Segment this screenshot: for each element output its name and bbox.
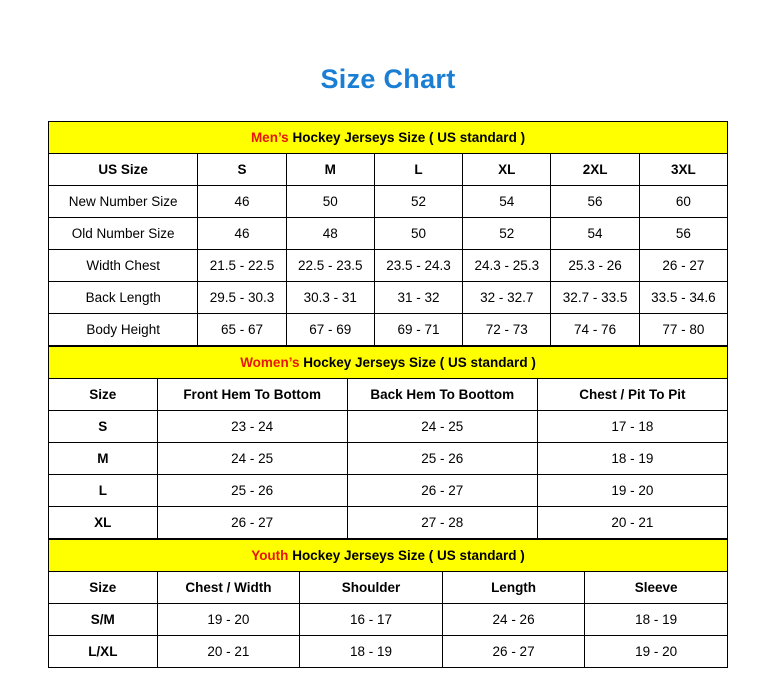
row-label: Old Number Size: [49, 218, 198, 250]
row-label: XL: [49, 507, 158, 539]
table-cell: 17 - 18: [537, 411, 727, 443]
column-header: Size: [49, 379, 158, 411]
page-title: Size Chart: [320, 64, 456, 94]
column-header: S: [198, 154, 286, 186]
table-cell: 26 - 27: [347, 475, 537, 507]
womens-section-heading: [49, 347, 728, 379]
table-row: [49, 636, 728, 668]
table-cell: 26 - 27: [639, 250, 727, 282]
table-row: [49, 250, 728, 282]
size-chart-tables: [48, 121, 728, 668]
table-cell: 50: [286, 186, 374, 218]
table-cell: 65 - 67: [198, 314, 286, 346]
youth-heading-accent: Youth: [251, 548, 289, 563]
mens-heading-rest: Hockey Jerseys Size ( US standard ): [288, 130, 526, 145]
mens-size-table: [48, 121, 728, 346]
table-cell: 56: [551, 186, 639, 218]
table-cell: 19 - 20: [585, 636, 728, 668]
section-heading-row: [49, 540, 728, 572]
table-cell: 29.5 - 30.3: [198, 282, 286, 314]
table-cell: 19 - 20: [157, 604, 300, 636]
table-cell: 33.5 - 34.6: [639, 282, 727, 314]
table-cell: 27 - 28: [347, 507, 537, 539]
table-cell: 20 - 21: [157, 636, 300, 668]
table-cell: 77 - 80: [639, 314, 727, 346]
row-label: L: [49, 475, 158, 507]
table-row: [49, 282, 728, 314]
row-label: M: [49, 443, 158, 475]
table-cell: 25.3 - 26: [551, 250, 639, 282]
table-cell: 30.3 - 31: [286, 282, 374, 314]
youth-section-heading: [49, 540, 728, 572]
section-heading-row: [49, 347, 728, 379]
column-header: Shoulder: [300, 572, 443, 604]
table-cell: 32.7 - 33.5: [551, 282, 639, 314]
table-cell: 60: [639, 186, 727, 218]
table-cell: 23.5 - 24.3: [374, 250, 462, 282]
table-row: [49, 186, 728, 218]
table-cell: 25 - 26: [157, 475, 347, 507]
youth-size-table: [48, 539, 728, 668]
table-cell: 67 - 69: [286, 314, 374, 346]
table-row: [49, 604, 728, 636]
table-cell: 74 - 76: [551, 314, 639, 346]
table-cell: 24 - 25: [347, 411, 537, 443]
row-label: New Number Size: [49, 186, 198, 218]
column-header: Front Hem To Bottom: [157, 379, 347, 411]
table-cell: 46: [198, 218, 286, 250]
mens-heading-accent: Men’s: [250, 130, 289, 145]
row-label: S/M: [49, 604, 158, 636]
column-header: Back Hem To Boottom: [347, 379, 537, 411]
row-label: Back Length: [49, 282, 198, 314]
column-header: Size: [49, 572, 158, 604]
table-cell: 21.5 - 22.5: [198, 250, 286, 282]
column-header: 2XL: [551, 154, 639, 186]
column-header: L: [374, 154, 462, 186]
column-header: Chest / Pit To Pit: [537, 379, 727, 411]
column-header: 3XL: [639, 154, 727, 186]
table-cell: 54: [551, 218, 639, 250]
womens-size-table: [48, 346, 728, 539]
column-header: Length: [442, 572, 585, 604]
table-cell: 20 - 21: [537, 507, 727, 539]
table-cell: 24 - 26: [442, 604, 585, 636]
womens-heading-rest: Hockey Jerseys Size ( US standard ): [299, 355, 536, 370]
table-cell: 50: [374, 218, 462, 250]
womens-heading-accent: Women’s: [240, 355, 300, 370]
table-cell: 48: [286, 218, 374, 250]
table-header-row: [49, 572, 728, 604]
row-label: L/XL: [49, 636, 158, 668]
mens-section-heading: [49, 122, 728, 154]
table-cell: 26 - 27: [157, 507, 347, 539]
table-header-row: [49, 379, 728, 411]
section-heading-row: [49, 122, 728, 154]
table-cell: 22.5 - 23.5: [286, 250, 374, 282]
table-cell: 24.3 - 25.3: [463, 250, 551, 282]
table-cell: 18 - 19: [585, 604, 728, 636]
table-cell: 23 - 24: [157, 411, 347, 443]
table-cell: 25 - 26: [347, 443, 537, 475]
table-row: [49, 507, 728, 539]
table-row: [49, 218, 728, 250]
table-row: [49, 443, 728, 475]
column-header: US Size: [49, 154, 198, 186]
row-label: Width Chest: [49, 250, 198, 282]
table-row: [49, 475, 728, 507]
table-row: [49, 411, 728, 443]
table-row: [49, 314, 728, 346]
column-header: Sleeve: [585, 572, 728, 604]
table-cell: 72 - 73: [463, 314, 551, 346]
table-cell: 32 - 32.7: [463, 282, 551, 314]
table-cell: 18 - 19: [537, 443, 727, 475]
table-cell: 18 - 19: [300, 636, 443, 668]
table-cell: 46: [198, 186, 286, 218]
table-cell: 52: [463, 218, 551, 250]
table-cell: 54: [463, 186, 551, 218]
table-cell: 24 - 25: [157, 443, 347, 475]
table-cell: 26 - 27: [442, 636, 585, 668]
table-cell: 16 - 17: [300, 604, 443, 636]
table-cell: 52: [374, 186, 462, 218]
table-cell: 19 - 20: [537, 475, 727, 507]
row-label: S: [49, 411, 158, 443]
row-label: Body Height: [49, 314, 198, 346]
column-header: XL: [463, 154, 551, 186]
table-header-row: [49, 154, 728, 186]
table-cell: 69 - 71: [374, 314, 462, 346]
table-cell: 56: [639, 218, 727, 250]
youth-heading-rest: Hockey Jerseys Size ( US standard ): [288, 548, 525, 563]
column-header: M: [286, 154, 374, 186]
column-header: Chest / Width: [157, 572, 300, 604]
table-cell: 31 - 32: [374, 282, 462, 314]
